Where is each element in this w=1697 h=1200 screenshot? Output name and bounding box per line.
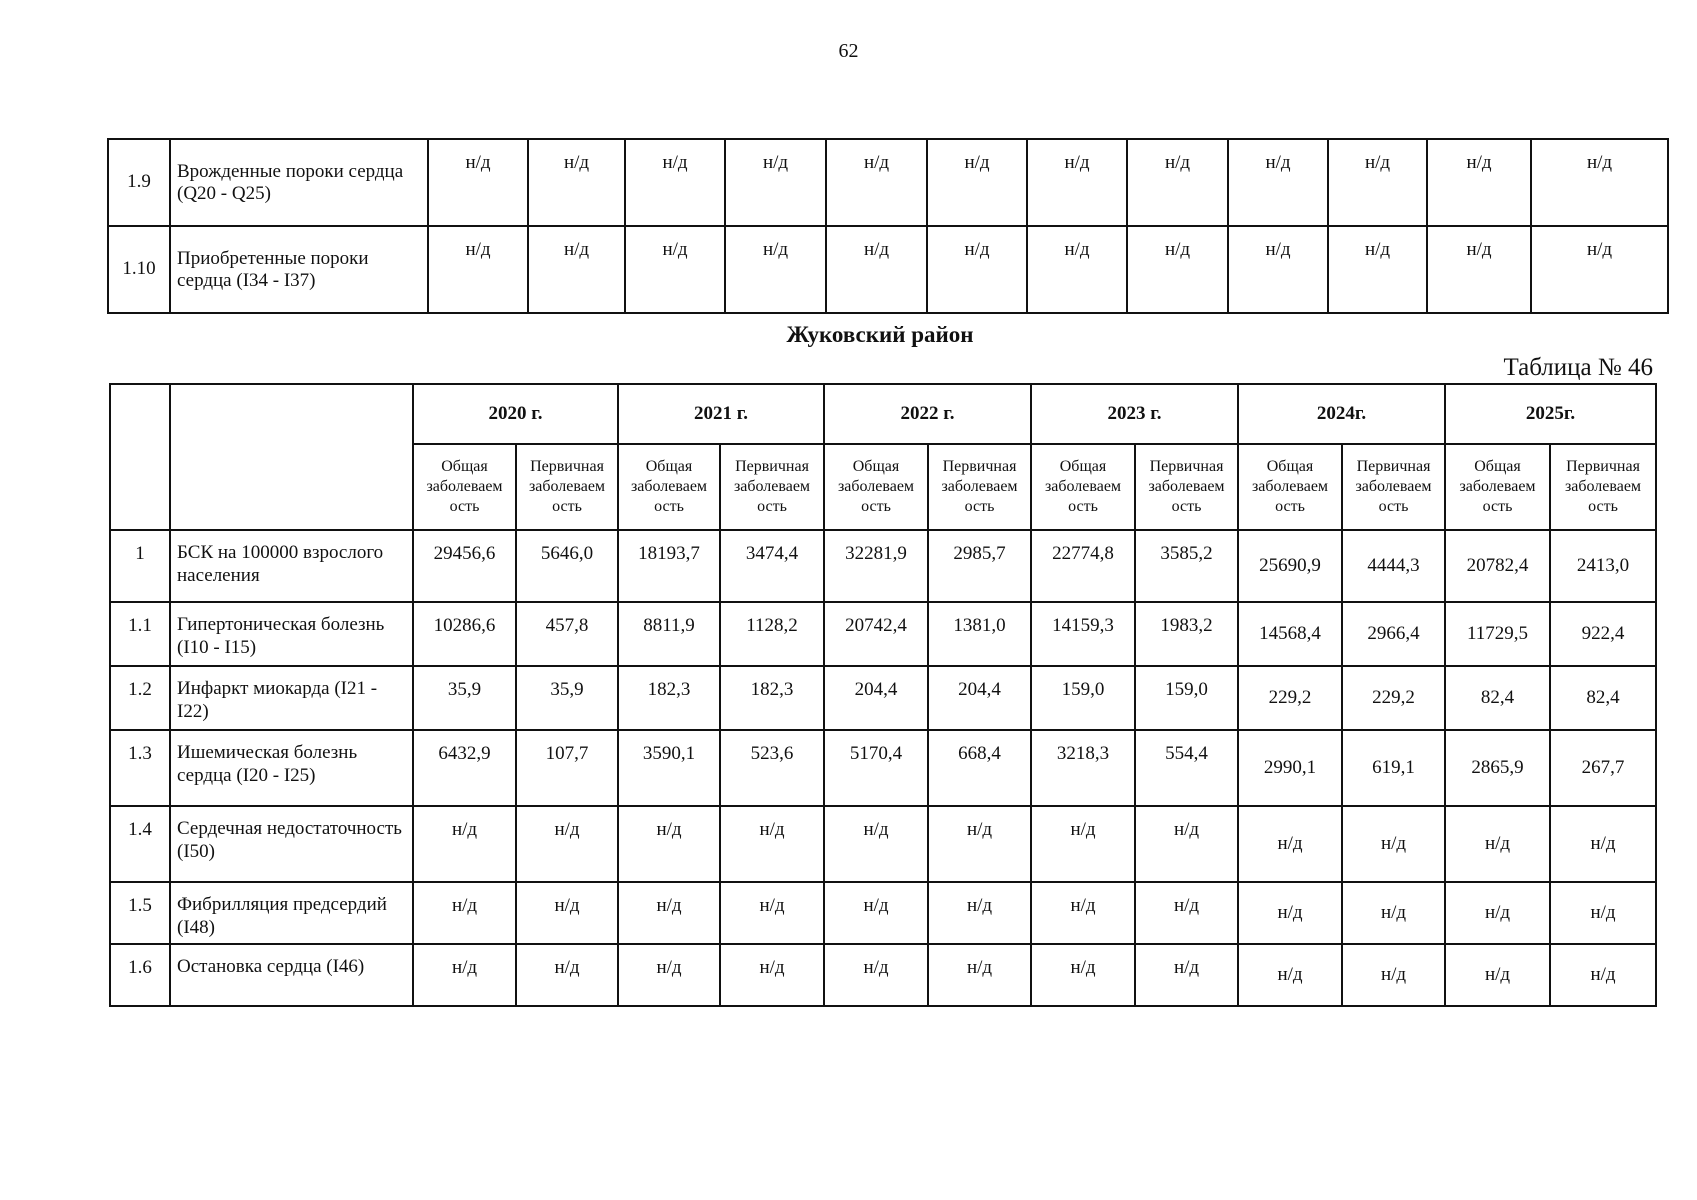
value-cell: н/д bbox=[1238, 806, 1342, 882]
value-cell: н/д bbox=[516, 882, 618, 944]
value-cell: 204,4 bbox=[928, 666, 1031, 730]
value-cell: 11729,5 bbox=[1445, 602, 1550, 666]
value-cell: 267,7 bbox=[1550, 730, 1656, 806]
row-number: 1.10 bbox=[108, 226, 170, 313]
value-cell: 204,4 bbox=[824, 666, 928, 730]
value-cell: н/д bbox=[1127, 139, 1228, 226]
row-number: 1.1 bbox=[110, 602, 170, 666]
value-cell: н/д bbox=[625, 139, 725, 226]
value-cell: 159,0 bbox=[1135, 666, 1238, 730]
value-cell: 182,3 bbox=[720, 666, 824, 730]
value-cell: 3590,1 bbox=[618, 730, 720, 806]
row-number: 1.4 bbox=[110, 806, 170, 882]
value-cell: 18193,7 bbox=[618, 530, 720, 602]
value-cell: н/д bbox=[413, 882, 516, 944]
value-cell: н/д bbox=[625, 226, 725, 313]
value-cell: 22774,8 bbox=[1031, 530, 1135, 602]
value-cell: 10286,6 bbox=[413, 602, 516, 666]
value-cell: н/д bbox=[1531, 226, 1668, 313]
value-cell: 29456,6 bbox=[413, 530, 516, 602]
value-cell: н/д bbox=[927, 139, 1027, 226]
value-cell: 457,8 bbox=[516, 602, 618, 666]
value-cell: 3585,2 bbox=[1135, 530, 1238, 602]
value-cell: 82,4 bbox=[1550, 666, 1656, 730]
value-cell: н/д bbox=[528, 226, 625, 313]
value-cell: н/д bbox=[1027, 226, 1127, 313]
value-cell: 20742,4 bbox=[824, 602, 928, 666]
value-cell: н/д bbox=[428, 139, 528, 226]
value-cell: 1128,2 bbox=[720, 602, 824, 666]
value-cell: н/д bbox=[1427, 226, 1531, 313]
value-cell: н/д bbox=[528, 139, 625, 226]
row-name: БСК на 100000 взрослого населения bbox=[170, 530, 413, 602]
value-cell: н/д bbox=[928, 944, 1031, 1006]
value-cell: н/д bbox=[826, 226, 927, 313]
value-cell: н/д bbox=[618, 806, 720, 882]
general-morbidity-header: Общая заболеваем ость bbox=[1445, 444, 1550, 530]
value-cell: 14568,4 bbox=[1238, 602, 1342, 666]
value-cell: 5170,4 bbox=[824, 730, 928, 806]
value-cell: 3218,3 bbox=[1031, 730, 1135, 806]
value-cell: н/д bbox=[1135, 944, 1238, 1006]
continued-table bbox=[107, 138, 1669, 314]
value-cell: н/д bbox=[1445, 944, 1550, 1006]
value-cell: 5646,0 bbox=[516, 530, 618, 602]
general-morbidity-header: Общая заболеваем ость bbox=[413, 444, 516, 530]
value-cell: н/д bbox=[1135, 806, 1238, 882]
row-name: Остановка сердца (I46) bbox=[170, 944, 413, 1006]
value-cell: н/д bbox=[725, 226, 826, 313]
value-cell: н/д bbox=[928, 806, 1031, 882]
row-number: 1.2 bbox=[110, 666, 170, 730]
table-row bbox=[110, 530, 1656, 602]
value-cell: н/д bbox=[428, 226, 528, 313]
row-number: 1.5 bbox=[110, 882, 170, 944]
value-cell: н/д bbox=[1531, 139, 1668, 226]
table-row bbox=[110, 730, 1656, 806]
row-name: Фибрилляция предсердий (I48) bbox=[170, 882, 413, 944]
value-cell: 523,6 bbox=[720, 730, 824, 806]
value-cell: 182,3 bbox=[618, 666, 720, 730]
year-2024: 2024г. bbox=[1238, 384, 1445, 444]
value-cell: н/д bbox=[413, 806, 516, 882]
row-number: 1.6 bbox=[110, 944, 170, 1006]
year-2020: 2020 г. bbox=[413, 384, 618, 444]
value-cell: 554,4 bbox=[1135, 730, 1238, 806]
value-cell: н/д bbox=[1550, 944, 1656, 1006]
value-cell: 2413,0 bbox=[1550, 530, 1656, 602]
year-header-row bbox=[110, 384, 1656, 444]
name-header bbox=[170, 384, 413, 530]
value-cell: н/д bbox=[1238, 882, 1342, 944]
value-cell: н/д bbox=[1228, 226, 1328, 313]
row-name: Инфаркт миокарда (I21 - I22) bbox=[170, 666, 413, 730]
table-row bbox=[110, 602, 1656, 666]
general-morbidity-header: Общая заболеваем ость bbox=[824, 444, 928, 530]
year-2022: 2022 г. bbox=[824, 384, 1031, 444]
row-name: Ишемическая болезнь сердца (I20 - I25) bbox=[170, 730, 413, 806]
value-cell: 2865,9 bbox=[1445, 730, 1550, 806]
value-cell: 668,4 bbox=[928, 730, 1031, 806]
table-row bbox=[110, 882, 1656, 944]
primary-morbidity-header: Первичная заболеваем ость bbox=[1550, 444, 1656, 530]
value-cell: 14159,3 bbox=[1031, 602, 1135, 666]
value-cell: н/д bbox=[1342, 806, 1445, 882]
value-cell: 229,2 bbox=[1238, 666, 1342, 730]
value-cell: 35,9 bbox=[516, 666, 618, 730]
value-cell: 4444,3 bbox=[1342, 530, 1445, 602]
row-name: Сердечная недостаточность (I50) bbox=[170, 806, 413, 882]
primary-morbidity-header: Первичная заболеваем ость bbox=[720, 444, 824, 530]
district-table bbox=[109, 383, 1657, 1007]
table-row bbox=[110, 944, 1656, 1006]
value-cell: н/д bbox=[1328, 226, 1427, 313]
value-cell: н/д bbox=[824, 944, 928, 1006]
primary-morbidity-header: Первичная заболеваем ость bbox=[1342, 444, 1445, 530]
row-name: Врожденные пороки сердца (Q20 - Q25) bbox=[170, 139, 428, 226]
value-cell: н/д bbox=[824, 806, 928, 882]
value-cell: 35,9 bbox=[413, 666, 516, 730]
value-cell: 8811,9 bbox=[618, 602, 720, 666]
general-morbidity-header: Общая заболеваем ость bbox=[618, 444, 720, 530]
value-cell: н/д bbox=[1228, 139, 1328, 226]
value-cell: н/д bbox=[1342, 944, 1445, 1006]
value-cell: 6432,9 bbox=[413, 730, 516, 806]
general-morbidity-header: Общая заболеваем ость bbox=[1238, 444, 1342, 530]
row-number: 1.3 bbox=[110, 730, 170, 806]
value-cell: н/д bbox=[826, 139, 927, 226]
value-cell: н/д bbox=[1445, 806, 1550, 882]
value-cell: 922,4 bbox=[1550, 602, 1656, 666]
section-title: Жуковский район bbox=[786, 322, 974, 347]
value-cell: н/д bbox=[1342, 882, 1445, 944]
table-row bbox=[110, 806, 1656, 882]
row-name: Гипертоническая болезнь (I10 - I15) bbox=[170, 602, 413, 666]
value-cell: 2990,1 bbox=[1238, 730, 1342, 806]
num-header bbox=[110, 384, 170, 530]
value-cell: н/д bbox=[720, 882, 824, 944]
value-cell: 3474,4 bbox=[720, 530, 824, 602]
value-cell: н/д bbox=[618, 944, 720, 1006]
value-cell: 619,1 bbox=[1342, 730, 1445, 806]
row-number: 1 bbox=[110, 530, 170, 602]
value-cell: н/д bbox=[720, 944, 824, 1006]
year-2021: 2021 г. bbox=[618, 384, 824, 444]
value-cell: 32281,9 bbox=[824, 530, 928, 602]
value-cell: 107,7 bbox=[516, 730, 618, 806]
value-cell: н/д bbox=[1238, 944, 1342, 1006]
row-number: 1.9 bbox=[108, 139, 170, 226]
primary-morbidity-header: Первичная заболеваем ость bbox=[516, 444, 618, 530]
value-cell: 229,2 bbox=[1342, 666, 1445, 730]
value-cell: н/д bbox=[413, 944, 516, 1006]
page-number: 62 bbox=[838, 40, 859, 62]
year-2023: 2023 г. bbox=[1031, 384, 1238, 444]
value-cell: н/д bbox=[725, 139, 826, 226]
value-cell: 82,4 bbox=[1445, 666, 1550, 730]
value-cell: н/д bbox=[1027, 139, 1127, 226]
table-row bbox=[108, 226, 1668, 313]
value-cell: н/д bbox=[1031, 944, 1135, 1006]
value-cell: н/д bbox=[928, 882, 1031, 944]
value-cell: 2966,4 bbox=[1342, 602, 1445, 666]
primary-morbidity-header: Первичная заболеваем ость bbox=[1135, 444, 1238, 530]
value-cell: н/д bbox=[516, 944, 618, 1006]
table-row bbox=[110, 666, 1656, 730]
value-cell: 25690,9 bbox=[1238, 530, 1342, 602]
value-cell: н/д bbox=[516, 806, 618, 882]
value-cell: 1381,0 bbox=[928, 602, 1031, 666]
value-cell: н/д bbox=[1135, 882, 1238, 944]
value-cell: н/д bbox=[1127, 226, 1228, 313]
value-cell: 2985,7 bbox=[928, 530, 1031, 602]
value-cell: 20782,4 bbox=[1445, 530, 1550, 602]
general-morbidity-header: Общая заболеваем ость bbox=[1031, 444, 1135, 530]
value-cell: н/д bbox=[1550, 806, 1656, 882]
value-cell: н/д bbox=[1427, 139, 1531, 226]
value-cell: н/д bbox=[1550, 882, 1656, 944]
value-cell: н/д bbox=[927, 226, 1027, 313]
value-cell: 1983,2 bbox=[1135, 602, 1238, 666]
value-cell: н/д bbox=[1328, 139, 1427, 226]
value-cell: н/д bbox=[824, 882, 928, 944]
row-name: Приобретенные пороки сердца (I34 - I37) bbox=[170, 226, 428, 313]
value-cell: н/д bbox=[1031, 882, 1135, 944]
value-cell: 159,0 bbox=[1031, 666, 1135, 730]
value-cell: н/д bbox=[720, 806, 824, 882]
value-cell: н/д bbox=[1031, 806, 1135, 882]
table-caption: Таблица № 46 bbox=[1503, 354, 1653, 381]
value-cell: н/д bbox=[1445, 882, 1550, 944]
table-row bbox=[108, 139, 1668, 226]
value-cell: н/д bbox=[618, 882, 720, 944]
year-2025: 2025г. bbox=[1445, 384, 1656, 444]
primary-morbidity-header: Первичная заболеваем ость bbox=[928, 444, 1031, 530]
